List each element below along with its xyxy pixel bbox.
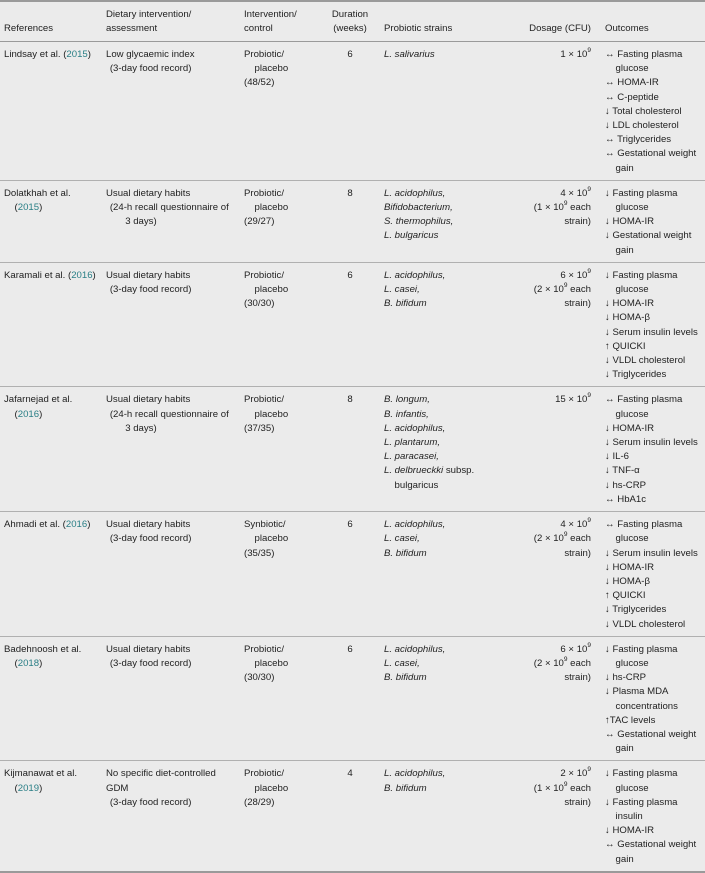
author: Lindsay et al. ( [4, 49, 67, 60]
cell-duration: 4 [347, 768, 353, 780]
strain-item [384, 782, 501, 796]
outcome-item: ↓ IL-6 [605, 451, 629, 463]
outcome-item: ↓ Triglycerides [605, 369, 667, 381]
dose-value: $4 \times 10^9$ [560, 185, 591, 199]
paren: ) [39, 202, 43, 214]
paren: ) [87, 49, 91, 60]
strain-item [384, 201, 501, 215]
year-link[interactable]: 2016 [17, 408, 40, 420]
cell-outcomes [601, 387, 705, 512]
sample-size: (30/30) [244, 672, 275, 684]
reference-text [4, 393, 98, 421]
strain-name: L. acidophilus, [384, 643, 446, 655]
header-diet: Dietary intervention/ assessment [106, 9, 192, 34]
outcome-item: ↓ Fasting plasma glucose [605, 187, 678, 214]
reference-text [4, 187, 98, 215]
strain-name: L. casei, [384, 533, 420, 545]
cell-strains [380, 761, 505, 872]
author: Kijmanawat et al. ( [4, 768, 78, 794]
strain-item [384, 269, 501, 283]
strain-name: L. acidophilus, [384, 519, 446, 531]
sample-size: (37/35) [244, 422, 275, 434]
cell-duration: 6 [347, 49, 353, 60]
header-dosage: Dosage (CFU) [529, 22, 591, 34]
outcome-item: ↓ Serum insulin levels [605, 547, 698, 559]
cell-outcomes [601, 262, 705, 387]
cell-dosage [505, 180, 601, 262]
table-row [0, 262, 705, 387]
diet-text: Usual dietary habits [106, 394, 191, 406]
paren: ) [87, 519, 91, 531]
cell-strains [380, 262, 505, 387]
cell-duration: 6 [347, 519, 353, 531]
cell-outcomes [601, 761, 705, 872]
intervention-text: Probiotic/ placebo [244, 643, 289, 669]
dose-value: $15 \times 10^9$ [555, 392, 591, 406]
strain-name: B. bifidum [384, 547, 427, 559]
reference-text [4, 767, 98, 795]
year-link[interactable]: 2016 [71, 269, 93, 281]
outcome-item: ↔ Gestational weight gain [605, 728, 697, 755]
cell-dosage [505, 42, 601, 181]
cell-reference [0, 262, 102, 387]
diet-assessment: (3-day food record) [109, 657, 192, 669]
diet-text: No specific diet-controlled GDM [106, 768, 216, 794]
intervention-text: Probiotic/ placebo [244, 269, 289, 296]
sample-size: (35/35) [244, 547, 275, 559]
outcome-item: ↓ Fasting plasma insulin [605, 796, 678, 822]
strain-item [384, 464, 501, 492]
table-row [0, 180, 705, 262]
outcome-item: ↑TAC levels [605, 714, 656, 726]
cell-strains [380, 180, 505, 262]
strain-name: B. bifidum [384, 782, 427, 794]
strain-item [384, 450, 501, 464]
diet-assessment: (3-day food record) [109, 63, 192, 75]
strain-name: L. acidophilus, [384, 269, 446, 281]
strain-name: L. acidophilus, [384, 422, 446, 434]
intervention-text: Probiotic/ placebo [244, 49, 289, 75]
cell-dosage [505, 262, 601, 387]
outcome-item: ↓ Plasma MDA concentrations [605, 686, 678, 712]
outcome-item: ↓ TNF-α [605, 465, 640, 477]
header-row [0, 1, 705, 42]
outcome-item: ↓ LDL cholesterol [605, 120, 679, 132]
cell-reference [0, 42, 102, 181]
cell-duration: 8 [347, 394, 353, 406]
outcome-item: ↔ Fasting plasma glucose [605, 49, 683, 75]
outcome-item: ↓ Total cholesterol [605, 105, 682, 117]
cell-duration: 6 [347, 269, 353, 281]
diet-text: Usual dietary habits [106, 269, 191, 281]
cell-strains [380, 636, 505, 761]
intervention-text: Probiotic/ placebo [244, 768, 289, 794]
strain-item [384, 643, 501, 657]
outcome-item: ↔ Fasting plasma glucose [605, 519, 683, 545]
cell-diet [102, 512, 240, 637]
cell-reference [0, 761, 102, 872]
cell-reference [0, 387, 102, 512]
paren: ) [39, 782, 43, 794]
cell-diet [102, 387, 240, 512]
outcome-item: ↓ HOMA-IR [605, 216, 655, 228]
table-row [0, 636, 705, 761]
header-references: References [4, 22, 54, 34]
cell-duration: 6 [347, 643, 353, 655]
cell-intervention [240, 180, 320, 262]
cell-diet [102, 761, 240, 872]
diet-text: Usual dietary habits [106, 643, 191, 655]
table-row [0, 387, 705, 512]
strain-name: L. bulgaricus [384, 230, 439, 242]
outcome-item: ↓ VLDL cholesterol [605, 618, 686, 630]
strain-item [384, 767, 501, 781]
sample-size: (30/30) [244, 298, 275, 310]
cell-dosage [505, 636, 601, 761]
diet-assessment: (3-day food record) [109, 796, 192, 808]
outcome-item: ↔ C-peptide [605, 91, 659, 103]
outcome-item: ↓ hs-CRP [605, 672, 647, 684]
strain-subsp: subsp. bulgaricus [394, 465, 475, 491]
strain-item [384, 297, 501, 311]
strain-name: L. salivarius [384, 49, 435, 60]
outcome-item: ↓ Serum insulin levels [605, 437, 698, 449]
cell-outcomes [601, 180, 705, 262]
year-link[interactable]: 2015 [17, 202, 40, 214]
strain-name: L. delbrueckki [384, 465, 444, 477]
sample-size: (48/52) [244, 77, 275, 89]
outcome-item: ↓ HOMA-IR [605, 561, 655, 573]
strain-name: L. casei, [384, 657, 420, 669]
dose-per-strain: ($2 \times 10^9$ each strain) [533, 531, 591, 559]
outcome-item: ↔ Gestational weight gain [605, 148, 697, 174]
header-intervention: Intervention/ control [244, 9, 297, 34]
cell-dosage [505, 387, 601, 512]
strain-name: B. bifidum [384, 298, 427, 310]
outcome-item: ↓ Gestational weight gain [605, 230, 692, 256]
table-row [0, 42, 705, 181]
outcome-item: ↓ HOMA-IR [605, 298, 655, 310]
cell-diet [102, 180, 240, 262]
cell-intervention [240, 262, 320, 387]
cell-reference [0, 512, 102, 637]
diet-text: Low glycaemic index [106, 49, 195, 60]
sample-size: (29/27) [244, 216, 275, 228]
diet-assessment: (24-h recall questionnaire of 3 days) [109, 408, 229, 434]
reference-text [4, 643, 98, 671]
intervention-text: Probiotic/ placebo [244, 394, 289, 420]
outcome-item: ↓ Fasting plasma glucose [605, 643, 678, 669]
strain-item [384, 657, 501, 671]
author: Dolatkhah et al. ( [4, 187, 71, 214]
diet-text: Usual dietary habits [106, 519, 191, 531]
outcome-item: ↓ HOMA-β [605, 575, 650, 587]
cell-dosage [505, 761, 601, 872]
outcome-item: ↑ QUICKI [605, 590, 646, 602]
cell-strains [380, 42, 505, 181]
dose-value: $6 \times 10^9$ [560, 641, 591, 655]
cell-strains [380, 512, 505, 637]
author: Karamali et al. ( [4, 269, 72, 281]
dose-value: $4 \times 10^9$ [560, 517, 591, 531]
strain-name: S. thermophilus, [384, 216, 454, 228]
cell-intervention [240, 512, 320, 637]
outcome-item: ↓ Fasting plasma glucose [605, 768, 678, 794]
diet-assessment: (24-h recall questionnaire of 3 days) [109, 202, 229, 228]
outcome-item: ↓ Triglycerides [605, 604, 667, 616]
strain-item [384, 215, 501, 229]
cell-intervention [240, 387, 320, 512]
outcome-item: ↑ QUICKI [605, 340, 646, 352]
strain-item [384, 671, 501, 685]
cell-outcomes [601, 512, 705, 637]
dose-value: $2 \times 10^9$ [560, 766, 591, 780]
year-link[interactable]: 2018 [17, 657, 40, 669]
dose-per-strain: ($2 \times 10^9$ each strain) [533, 655, 591, 684]
outcome-item: ↔ Gestational weight gain [605, 839, 697, 865]
strain-item [384, 532, 501, 546]
reference-text [4, 269, 98, 283]
cell-outcomes [601, 636, 705, 761]
cell-intervention [240, 636, 320, 761]
outcome-item: ↓ VLDL cholesterol [605, 355, 686, 367]
cell-dosage [505, 512, 601, 637]
outcome-item: ↓ HOMA-β [605, 312, 650, 324]
strain-item [384, 408, 501, 422]
header-outcomes: Outcomes [605, 22, 649, 34]
cell-intervention [240, 42, 320, 181]
strain-name: L. acidophilus, [384, 187, 446, 199]
table-row [0, 761, 705, 872]
outcome-item: ↔ HbA1c [605, 493, 647, 505]
strain-name: B. longum, [384, 394, 430, 406]
paren: ) [92, 269, 96, 281]
strain-item [384, 393, 501, 407]
table-row [0, 512, 705, 637]
outcome-item: ↓ Fasting plasma glucose [605, 269, 678, 296]
cell-strains [380, 387, 505, 512]
reference-text [4, 48, 98, 62]
cell-reference [0, 636, 102, 761]
strain-name: L. paracasei, [384, 451, 439, 463]
paren: ) [39, 657, 43, 669]
cell-intervention [240, 761, 320, 872]
outcome-item: ↔ Triglycerides [605, 134, 672, 146]
strain-name: L. plantarum, [384, 437, 440, 449]
reference-text [4, 518, 98, 532]
outcome-item: ↔ Fasting plasma glucose [605, 394, 683, 420]
strain-name: L. casei, [384, 284, 420, 296]
strain-item [384, 187, 501, 201]
author: Ahmadi et al. ( [4, 519, 66, 531]
strain-item [384, 48, 501, 62]
author: Badehnoosh et al. ( [4, 643, 82, 669]
outcome-item: ↓ hs-CRP [605, 479, 647, 491]
paren: ) [39, 408, 43, 420]
strain-item [384, 283, 501, 297]
strain-item [384, 547, 501, 561]
header-strains: Probiotic strains [384, 22, 453, 34]
author: Jafarnejad et al. ( [4, 394, 73, 420]
strain-name: B. infantis, [384, 408, 429, 420]
outcome-item: ↓ Serum insulin levels [605, 326, 698, 338]
cell-reference [0, 180, 102, 262]
diet-assessment: (3-day food record) [109, 284, 192, 296]
year-link[interactable]: 2019 [17, 782, 40, 794]
year-link[interactable]: 2016 [65, 519, 88, 531]
cell-outcomes [601, 42, 705, 181]
intervention-text: Probiotic/ placebo [244, 187, 289, 214]
sample-size: (28/29) [244, 796, 275, 808]
outcome-item: ↔ HOMA-IR [605, 77, 659, 89]
strain-name: B. bifidum [384, 672, 427, 684]
strain-name: L. acidophilus, [384, 768, 446, 780]
cell-diet [102, 636, 240, 761]
cell-diet [102, 262, 240, 387]
cell-diet [102, 42, 240, 181]
diet-text: Usual dietary habits [106, 187, 191, 199]
outcome-item: ↓ HOMA-IR [605, 825, 655, 837]
strain-item [384, 422, 501, 436]
strain-item [384, 518, 501, 532]
strain-name: Bifidobacterium, [384, 202, 453, 214]
diet-assessment: (3-day food record) [109, 533, 192, 545]
dose-per-strain: ($1 \times 10^9$ each strain) [533, 780, 591, 808]
cell-duration: 8 [347, 187, 353, 199]
dose-per-strain: ($2 \times 10^9$ each strain) [533, 282, 591, 310]
dose-value: $6 \times 10^9$ [560, 267, 591, 281]
dose-per-strain: ($1 \times 10^9$ each strain) [533, 200, 591, 228]
outcome-item: ↓ HOMA-IR [605, 422, 655, 434]
strain-item [384, 229, 501, 243]
strain-item [384, 436, 501, 450]
dose-value: $1 \times 10^9$ [560, 47, 591, 60]
year-link[interactable]: 2015 [66, 49, 88, 60]
intervention-text: Synbiotic/ placebo [244, 519, 289, 545]
header-duration: Duration (weeks) [331, 9, 369, 34]
